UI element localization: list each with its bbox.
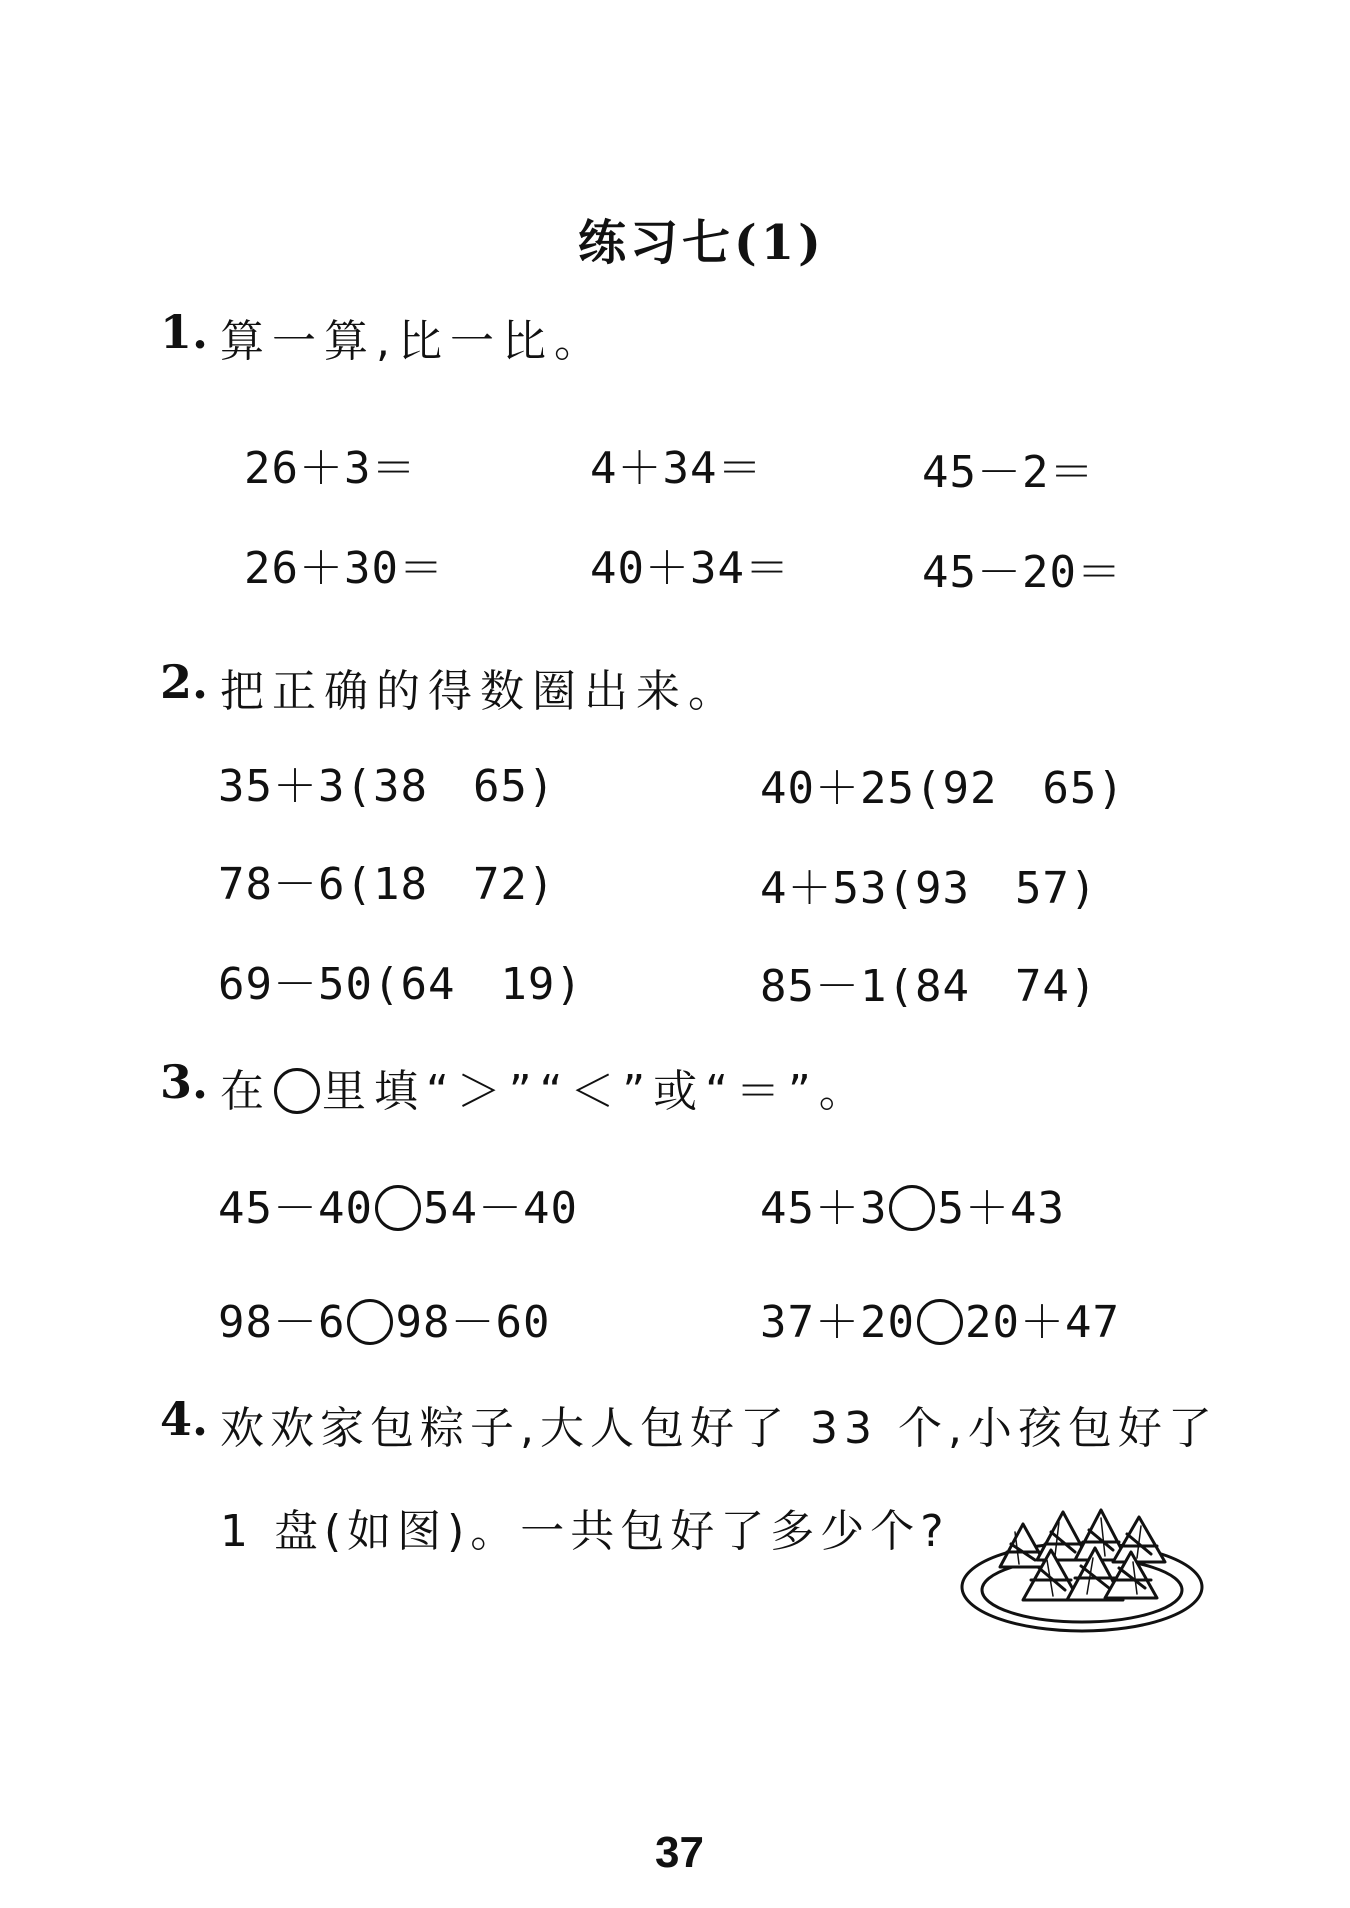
q3-right-expr: 5＋43 [937,1183,1065,1234]
question-3-number: 3. [160,1055,209,1109]
q1-expr-r1c2: 4＋34＝ [590,443,763,494]
q3-left-expr: 45＋3 [760,1183,888,1234]
q3-compare-r1c1 [218,1172,578,1236]
q1-expr-r2c3: 45－20＝ [922,547,1122,598]
q3-left-expr: 45－40 [218,1183,373,1234]
q1-expr-r2c2: 40＋34＝ [590,543,790,594]
question-4-line-1: 欢欢家包粽子,大人包好了 33 个,小孩包好了 [220,1403,1218,1454]
answer-circle[interactable] [917,1299,963,1345]
q3-right-expr: 98－60 [395,1297,551,1348]
page-title: 练习七(1) [578,215,825,271]
question-2-number: 2. [160,655,209,709]
q3-right-expr: 20＋47 [964,1297,1120,1348]
q2-item-r1c2: 40＋25(92 65) [760,763,1125,814]
q1-expr-r1c1: 26＋3＝ [244,443,417,494]
question-2-text: 把正确的得数圈出来。 [220,666,740,717]
answer-circle[interactable] [889,1185,935,1231]
q3-compare-r1c2 [760,1172,1065,1236]
q3-right-expr: 54－40 [422,1183,578,1234]
question-3-text [220,1055,871,1119]
question-3-text-before: 在 [220,1066,272,1117]
zongzi-plate-illustration [955,1482,1210,1637]
q3-compare-r2c2 [760,1286,1120,1350]
question-4-line-2: 1 盘(如图)。一共包好了多少个? [220,1506,950,1557]
answer-circle[interactable] [347,1299,393,1345]
q1-expr-r1c3: 45－2＝ [922,447,1095,498]
q3-compare-r2c1 [218,1286,550,1350]
q2-item-r3c2: 85－1(84 74) [760,961,1098,1012]
question-3-text-after: 里填“＞”“＜”或“＝”。 [322,1066,871,1117]
blank-circle-icon [274,1068,320,1114]
page-number: 37 [655,1828,704,1877]
q2-item-r2c1: 78－6(18 72) [218,859,556,910]
q2-item-r2c2: 4＋53(93 57) [760,863,1098,914]
q3-left-expr: 98－6 [218,1297,346,1348]
answer-circle[interactable] [375,1185,421,1231]
q2-item-r3c1: 69－50(64 19) [218,959,583,1010]
q2-item-r1c1: 35＋3(38 65) [218,761,556,812]
question-4-number: 4. [160,1392,209,1446]
q3-left-expr: 37＋20 [760,1297,915,1348]
question-1-number: 1. [160,305,209,359]
question-1-text: 算一算,比一比。 [220,316,606,367]
q1-expr-r2c1: 26＋30＝ [244,543,444,594]
